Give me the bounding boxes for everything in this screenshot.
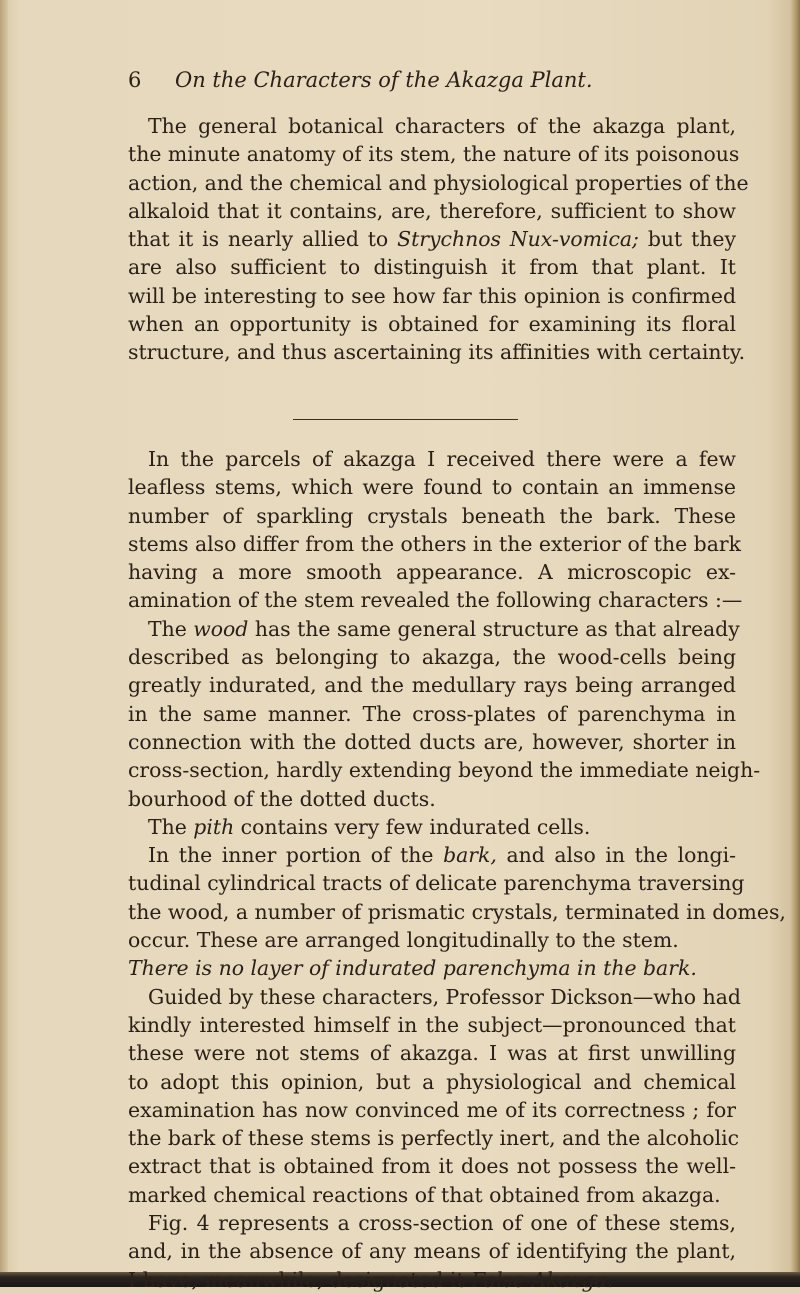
text-line: I have, meanwhile, designated it False Akazga. [128,1267,614,1292]
text-line: The pith contains very few indurated cells. [148,814,591,839]
text-line: In the parcels of akazga I received there were a few [148,447,736,471]
text-line: action, and the chemical and physiological properties of the [128,170,749,195]
text-line: Fig. 4 represents a cross-section of one of these stems, [148,1211,736,1236]
text-line: and, in the absence of any means of identifying the plant, [128,1239,736,1264]
running-title: On the Characters of the Akazga Plant. [175,68,593,92]
italic-statement: There is no layer of indurated parenchyma in the bark. [128,956,697,981]
term-false-akazga: False Akazga. [471,1267,614,1292]
paragraph-conclusion [128,112,749,367]
text-line: cross-section, hardly extending beyond the immediate neigh- [128,758,761,783]
text-line: examination has now convinced me of its correctness ; for [128,1097,736,1122]
text-line: The general botanical characters of the akazga plant, [148,114,736,138]
text-line: extract that is obtained from it does not possess the well- [128,1154,736,1179]
text-line: number of sparkling crystals beneath the bark. These [128,503,736,528]
text-line: amination of the stem revealed the following characters :— [128,588,743,613]
text-line: to adopt this opinion, but a physiological and chemical [128,1069,736,1094]
text-line: tudinal cylindrical tracts of delicate parenchyma traversing [128,871,745,896]
text-line: The wood has the same general structure as that already [148,616,740,641]
text-line: the wood, a number of prismatic crystals, terminated in domes, [128,899,786,924]
page-number: 6 [128,68,142,92]
text-line: In the inner portion of the bark, and also in the longi- [148,843,736,868]
page-left-edge [0,0,8,1287]
text-line: stems also differ from the others in the exterior of the bark [128,531,741,556]
text-line: occur. These are arranged longitudinally to the stem. [128,928,679,953]
text-line: structure, and thus ascertaining its affinities with certainty. [128,340,746,365]
text-line: bourhood of the dotted ducts. [128,786,436,811]
text-line: in the same manner. The cross-plates of parenchyma in [128,701,736,726]
text-line: kindly interested himself in the subject—pronounced that [128,1012,736,1037]
text-line: that it is nearly allied to Strychnos Nux-vomica; but they [128,227,736,252]
term-pith: pith [193,814,235,839]
paragraph-false-akazga [128,445,786,1294]
term-bark: bark, [443,843,497,868]
text-line: marked chemical reactions of that obtained from akazga. [128,1182,721,1207]
text-line: will be interesting to see how far this opinion is confirmed [128,283,736,308]
text-line [128,954,736,982]
page-right-edge [790,0,800,1287]
text-line: the minute anatomy of its stem, the nature of its poisonous [128,142,740,167]
text-line: Guided by these characters, Professor Dickson—who had [148,984,741,1009]
text-line: connection with the dotted ducts are, however, shorter in [128,729,736,754]
text-line: described as belonging to akazga, the wood-cells being [128,645,736,670]
text-line: having a more smooth appearance. A microscopic ex- [128,560,736,585]
text-line: these were not stems of akazga. I was at first unwilling [128,1041,736,1066]
term-wood: wood [193,616,249,641]
text-line: when an opportunity is obtained for examining its floral [128,312,736,337]
species-name: Strychnos Nux-vomica; [397,227,639,252]
text-line: leafless stems, which were found to contain an immense [128,475,736,500]
section-divider [293,419,518,420]
page-header [128,68,728,108]
text-line: greatly indurated, and the medullary rays being arranged [128,673,736,698]
text-line: alkaloid that it contains, are, therefore, sufficient to show [128,198,736,223]
text-line: are also sufficient to distinguish it from that plant. It [128,255,736,280]
text-line: the bark of these stems is perfectly inert, and the alcoholic [128,1126,740,1151]
